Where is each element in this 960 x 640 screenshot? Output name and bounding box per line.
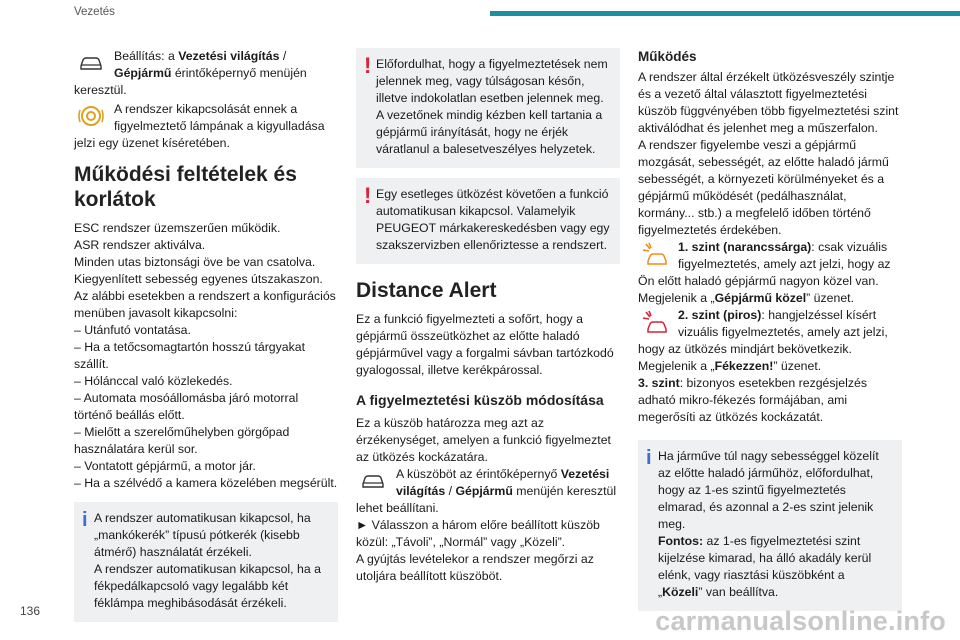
conditions-line: ASR rendszer aktiválva. [74,238,206,252]
setting-menu-2: Gépjármű [114,66,172,80]
conditions-line: Minden utas biztonsági öve be van csatolva. [74,255,316,269]
threshold-heading: A figyelmeztetési küszöb módosítása [356,392,604,408]
conditions-line: – Ha a tetőcsomagtartón hosszú tárgyakat szállít. [74,340,306,371]
lamp-text: A rendszer kikapcsolását ennek a figyelmeztető lámpának a kigyulladása jelzi egy üzenet kíséretében. [74,102,325,150]
info-near-label: Közeli [662,585,699,599]
setting-sep: / [445,484,456,498]
conditions-line: – Automata mosóállomásba járó motorral történő beállás előtt. [74,391,299,422]
lamp-paragraph [74,101,338,152]
warning-box-1-text: Előfordulhat, hogy a figyelmeztetések nem jelennek meg, vagy túlságosan későn, illetve indokolatlan esetben jelennek meg. A vezetőnek mindig kézben kell tartania a gépjármű irányítását, hogy ne érjék váratlanul a balesetveszélyes helyzetek. [376,57,608,156]
level-2-text: : hangjelzéssel kísért vizuális figyelmeztetés, amely azt jelzi, hogy az ütközés mindjárt bekövetkezik. [638,308,888,356]
level-1-message: Gépjármű közel [714,291,807,305]
level-2-msg-pre: Megjelenik a „ [638,359,715,373]
threshold-setting-paragraph [356,466,620,517]
conditions-line: ESC rendszer üzemszerűen működik. [74,221,281,235]
info-text: Ha járműve túl nagy sebességgel közelít az előtte haladó járműhöz, előfordulhat, hogy az 1-es szintű figyelmeztetés elmarad, és azonnal a 2-es szint jelenik meg. [658,449,879,531]
warning-icon: ! [364,53,372,78]
info-box [638,440,902,611]
setting-post: érintőképernyő menüjén keresztül. [74,66,307,97]
conditions-line: Az alábbi esetekben a rendszert a konfigurációs menüben javasolt kikapcsolni: [74,289,336,320]
warning-box-2 [356,178,620,264]
level-1-text: : csak vizuális figyelmeztetés, amely azt jelzi, hogy az Ön előtt haladó gépjármű nagyon közel van. [638,240,891,288]
setting-menu-1: Vezetési világítás [178,49,280,63]
header-accent-bar [490,11,960,16]
warning-box-2-text: Egy esetleges ütközést követően a funkció automatikusan kikapcsol. Valamelyik PEUGEOT márkakereskedésben vagy egy szakszervizben ellenőriztesse a rendszert. [376,187,610,252]
level-2-msg-post: ” üzenet. [773,359,822,373]
level-2-label: 2. szint (piros) [678,308,762,322]
conditions-line: – Vontatott gépjármű, a motor jár. [74,459,256,473]
operation-heading: Működés [638,49,697,64]
distance-alert-heading: Distance Alert [356,279,497,302]
conditions-line: – Hólánccal való közlekedés. [74,374,233,388]
setting-paragraph [74,48,338,99]
level-3-text: : bizonyos esetekben rezgésjelzés adható mikro-fékezés formájában, ami megerősíti az ütközés kockázatát. [638,376,867,424]
car-icon [74,50,108,76]
level-2-paragraph [638,307,902,358]
section-title: Vezetés [74,6,115,18]
conditions-heading: Működési feltételek és korlátok [74,163,297,211]
level-2-message: Fékezzen! [714,359,774,373]
conditions-line: – Ha a szélvédő a kamera közelében megsérült. [74,476,338,490]
column-3 [638,48,902,621]
info-icon: i [82,509,88,531]
threshold-choice: ► Válasszon a három előre beállított küszöb közül: „Távoli”, „Normál” vagy „Közeli”. [356,518,600,549]
level-1-msg-pre: Megjelenik a „ [638,291,715,305]
car-icon [356,468,390,494]
collision-alert-red-icon [638,309,672,335]
column-2 [356,48,620,585]
operation-intro: A rendszer által érzékelt ütközésveszély szintje és a vezető által választott figyelmeztetési küszöb függvényében több figyelmeztetési szint aktiválódhat és jelenhet meg a műszerfalon. A rendszer figyelembe veszi a gépjármű mozgását, sebességét, az előtte haladó jármű sebességét, a környezeti körülményeket és a gépjármű működését (pedálhasználat, kormány... stb.) a megfelelő időben történő figyelmeztetés érdekében. [638,70,899,237]
info-important-label: Fontos: [658,534,704,548]
watermark: carmanualsonline.info [655,606,946,636]
page-number: 136 [20,604,41,618]
conditions-line: Kiegyenlített sebesség egyenes útszakaszon. [74,272,323,286]
setting-post: menüjén keresztül lehet beállítani. [356,484,617,515]
setting-menu-2: Gépjármű [455,484,513,498]
setting-pre: A küszöböt az érintőképernyő [396,467,561,481]
info-important-text: az 1-es figyelmeztetési szint kijelzése kimarad, ha álló akadály kerül elénk, vagy riasztási küszöbként a „ [658,534,872,599]
level-1-msg-post: ” üzenet. [806,291,854,305]
info-icon: i [646,447,652,469]
level-1-label: 1. szint (narancssárga) [678,240,812,254]
threshold-text: Ez a küszöb határozza meg azt az érzékenységet, amelyen a funkció figyelmeztet az ütközés kockázatára. [356,416,611,464]
setting-pre: Beállítás: a [114,49,179,63]
column-1 [74,48,338,632]
conditions-list [74,220,338,492]
distance-alert-intro: Ez a funkció figyelmezteti a sofőrt, hogy a gépjármű összeütközhet az előtte haladó gépjárművel vagy a forgalmi sávban tartózkodó gyalogossal, illetve kerékpárossal. [356,312,614,377]
warning-box-1 [356,48,620,168]
threshold-memory: A gyújtás levételekor a rendszer megőrzi az utoljára beállított küszöböt. [356,552,594,583]
level-1-paragraph [638,239,902,290]
warning-lamp-icon [74,103,108,129]
setting-menu-1: Vezetési világítás [396,467,610,498]
level-3-label: 3. szint [638,376,680,390]
info-important-end: ” van beállítva. [698,585,779,599]
warning-icon: ! [364,183,372,208]
info-box [74,502,338,622]
collision-alert-orange-icon [638,241,672,267]
setting-sep: / [279,49,287,63]
info-box-text: A rendszer automatikusan kikapcsol, ha „mankókerék” típusú pótkerék (kisebb átmérő) használatát érzékeli. A rendszer automatikusan kikapcsol, ha a fékpedálkapcsoló vagy legalább két féklámpa meghibásodását érzékeli. [94,511,321,610]
conditions-line: – Mielőtt a szerelőműhelyben görgőpad használatára kerül sor. [74,425,290,456]
conditions-line: – Utánfutó vontatása. [74,323,191,337]
